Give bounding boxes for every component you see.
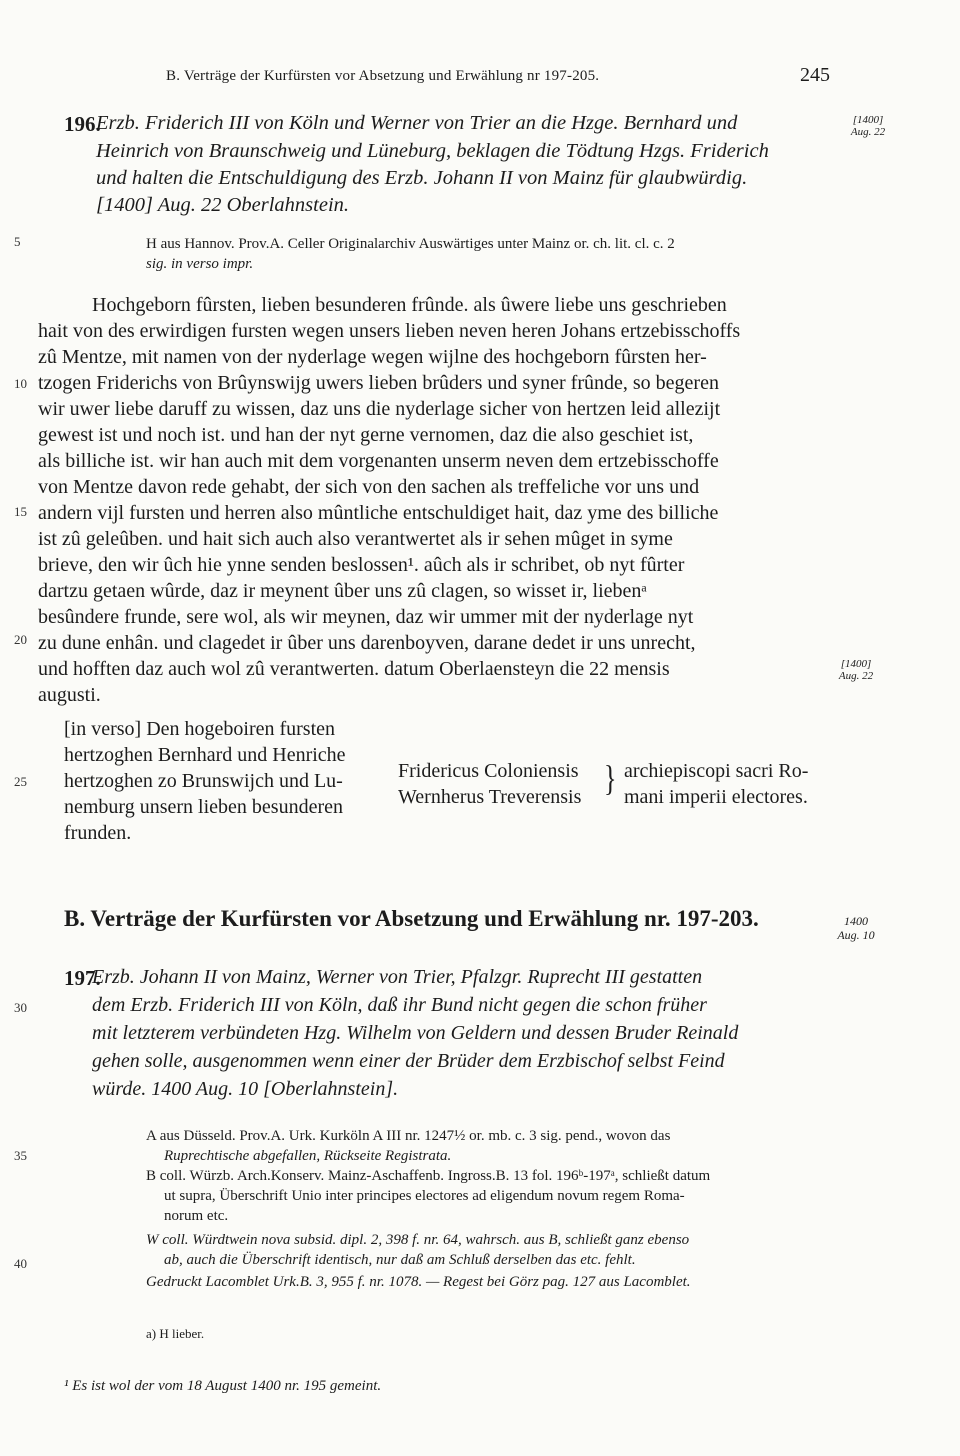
doc196-title-line: Heinrich von Braunschweig und Lüneburg, beklagen die Tödtung Hzgs. Friderich bbox=[96, 140, 769, 162]
line-number: 40 bbox=[14, 1256, 27, 1271]
margin-date-day: Aug. 22 bbox=[838, 670, 874, 682]
text-line: augusti. bbox=[38, 684, 101, 706]
doc197-source-line: Gedruckt Lacomblet Urk.B. 3, 955 f. nr. 1078. — Regest bei Görz pag. 127 aus Lacomblet. bbox=[146, 1274, 691, 1290]
doc197-source-line: W coll. Würdtwein nova subsid. dipl. 2, 398 f. nr. 64, wahrsch. aus B, schließt ganz ebenso bbox=[146, 1232, 690, 1248]
text-line: gewest ist und noch ist. und han der nyt gerne vernomen, daz die also geschiet ist, bbox=[38, 424, 694, 446]
doc197-source-line: Ruprechtische abgefallen, Rückseite Registrata. bbox=[164, 1148, 452, 1164]
footnote-a: a) H lieber. bbox=[146, 1326, 205, 1341]
doc196-title-line: [1400] Aug. 22 Oberlahnstein. bbox=[96, 194, 350, 216]
brace: } bbox=[604, 758, 617, 799]
doc197-source-line: ut supra, Überschrift Unio inter principes electores ad eligendum novum regem Roma- bbox=[164, 1188, 685, 1204]
text-line: als billiche ist. wir han auch mit dem vorgenanten unserm neven dem ertzebisschoffe bbox=[38, 450, 719, 472]
doc197-title-line: gehen solle, ausgenommen wenn einer der Brüder dem Erzbischof selbst Feind bbox=[92, 1050, 725, 1072]
line-number: 10 bbox=[14, 376, 27, 391]
address-line: nemburg unsern lieben besunderen bbox=[64, 796, 343, 818]
line-number: 25 bbox=[14, 774, 27, 789]
text-line: brieve, den wir ûch hie ynne senden beslossen¹. aûch als ir schribet, ob nyt fûrter bbox=[38, 554, 685, 576]
margin-date-day: Aug. 10 bbox=[837, 928, 875, 942]
signatory-title: archiepiscopi sacri Ro- bbox=[624, 760, 809, 782]
address-line: frunden. bbox=[64, 822, 132, 844]
margin-date bbox=[838, 114, 898, 138]
footnote-1: ¹ Es ist wol der vom 18 August 1400 nr. 195 gemeint. bbox=[64, 1378, 382, 1394]
address-line: [in verso] Den hogeboiren fursten bbox=[64, 718, 336, 740]
line-number: 20 bbox=[14, 632, 27, 647]
text-line: dartzu getaen wûrde, daz ir meynent ûber uns zû clagen, so wisset ir, liebenᵃ bbox=[38, 580, 647, 602]
running-head: B. Verträge der Kurfürsten vor Absetzung und Erwählung nr 197-205. bbox=[166, 68, 600, 84]
doc197-source-line: ab, auch die Überschrift identisch, nur daß am Schluß derselben das etc. fehlt. bbox=[164, 1252, 636, 1268]
doc196-number: 196. bbox=[64, 112, 101, 136]
doc197-title-line: würde. 1400 Aug. 10 [Oberlahnstein]. bbox=[92, 1078, 399, 1100]
line-number: 5 bbox=[14, 234, 21, 249]
doc197-source-line: B coll. Würzb. Arch.Konserv. Mainz-Aschaffenb. Ingross.B. 13 fol. 196ᵇ-197ᵃ, schließt datum bbox=[146, 1168, 711, 1184]
signatory: Wernherus Treverensis bbox=[398, 786, 582, 808]
doc197-number: 197. bbox=[64, 966, 101, 990]
doc196-source-line: sig. in verso impr. bbox=[146, 256, 254, 272]
margin-date-year: [1400] bbox=[852, 114, 884, 126]
text-line: tzogen Friderichs von Brûynswijg uwers lieben brûders und syner frûnde, so begeren bbox=[38, 372, 719, 394]
doc196-title-line: und halten die Entschuldigung des Erzb. Johann II von Mainz für glaubwürdig. bbox=[96, 167, 748, 189]
doc196-title-line: Erzb. Friderich III von Köln und Werner von Trier an die Hzge. Bernhard und bbox=[96, 112, 738, 134]
text-line: zû Mentze, mit namen von der nyderlage wegen wijlne des hochgeborn fûrsten her- bbox=[38, 346, 707, 368]
text-line: ist zû geleûben. und hait sich auch also verantwertet als ir sehen mûget in syme bbox=[38, 528, 673, 550]
margin-date bbox=[826, 658, 886, 682]
text-line: hait von des erwirdigen fursten wegen unsers lieben neven heren Johans ertzebisschoffs bbox=[38, 320, 741, 342]
signatory-title: mani imperii electores. bbox=[624, 786, 808, 808]
margin-date-year: 1400 bbox=[844, 914, 868, 928]
doc197-source-line: norum etc. bbox=[164, 1208, 229, 1224]
text-line: Hochgeborn fûrsten, lieben besunderen frûnde. als ûwere liebe uns geschrieben bbox=[92, 294, 727, 316]
signatory: Fridericus Coloniensis bbox=[398, 760, 579, 782]
text-line: von Mentze davon rede gehabt, der sich von den sachen als treffeliche vor uns und bbox=[38, 476, 700, 498]
margin-date-day: Aug. 22 bbox=[850, 126, 886, 138]
text-line: und hofften daz auch wol zû verantwerten. datum Oberlaensteyn die 22 mensis bbox=[38, 658, 670, 680]
text-line: andern vijl fursten und herren also mûntliche entschuldiget hait, daz yme des billiche bbox=[38, 502, 719, 524]
doc197-source-line: A aus Düsseld. Prov.A. Urk. Kurköln A III nr. 1247½ or. mb. c. 3 sig. pend., wovon das bbox=[146, 1128, 671, 1144]
text-line: besûndere frunde, sere wol, als wir meynen, daz wir ummer mit der nyderlage nyt bbox=[38, 606, 694, 628]
doc197-title-line: Erzb. Johann II von Mainz, Werner von Trier, Pfalzgr. Ruprecht III gestatten bbox=[92, 966, 703, 988]
margin-date-year: [1400] bbox=[840, 658, 872, 670]
line-number: 30 bbox=[14, 1000, 27, 1015]
section-heading: B. Verträge der Kurfürsten vor Absetzung und Erwählung nr. 197-203. bbox=[64, 906, 759, 931]
text-line: wir uwer liebe daruff zu wissen, daz uns die nyderlage sicher von hertzen leid allezijt bbox=[38, 398, 721, 420]
address-line: hertzoghen zo Brunswijch und Lu- bbox=[64, 770, 343, 792]
address-line: hertzoghen Bernhard und Henriche bbox=[64, 744, 346, 766]
doc197-title-line: mit letzterem verbündeten Hzg. Wilhelm von Geldern und dessen Bruder Reinald bbox=[92, 1022, 739, 1044]
doc197-title-line: dem Erzb. Friderich III von Köln, daß ihr Bund nicht gegen die schon früher bbox=[92, 994, 707, 1016]
line-number: 15 bbox=[14, 504, 27, 519]
margin-date bbox=[826, 914, 886, 942]
doc196-source-line: H aus Hannov. Prov.A. Celler Originalarchiv Auswärtiges unter Mainz or. ch. lit. cl. c. 2 bbox=[146, 236, 675, 252]
line-number: 35 bbox=[14, 1148, 27, 1163]
page-number: 245 bbox=[800, 64, 830, 86]
text-line: zu dune enhân. und clagedet ir ûber uns darenboyven, darane dedet ir uns unrecht, bbox=[38, 632, 696, 654]
